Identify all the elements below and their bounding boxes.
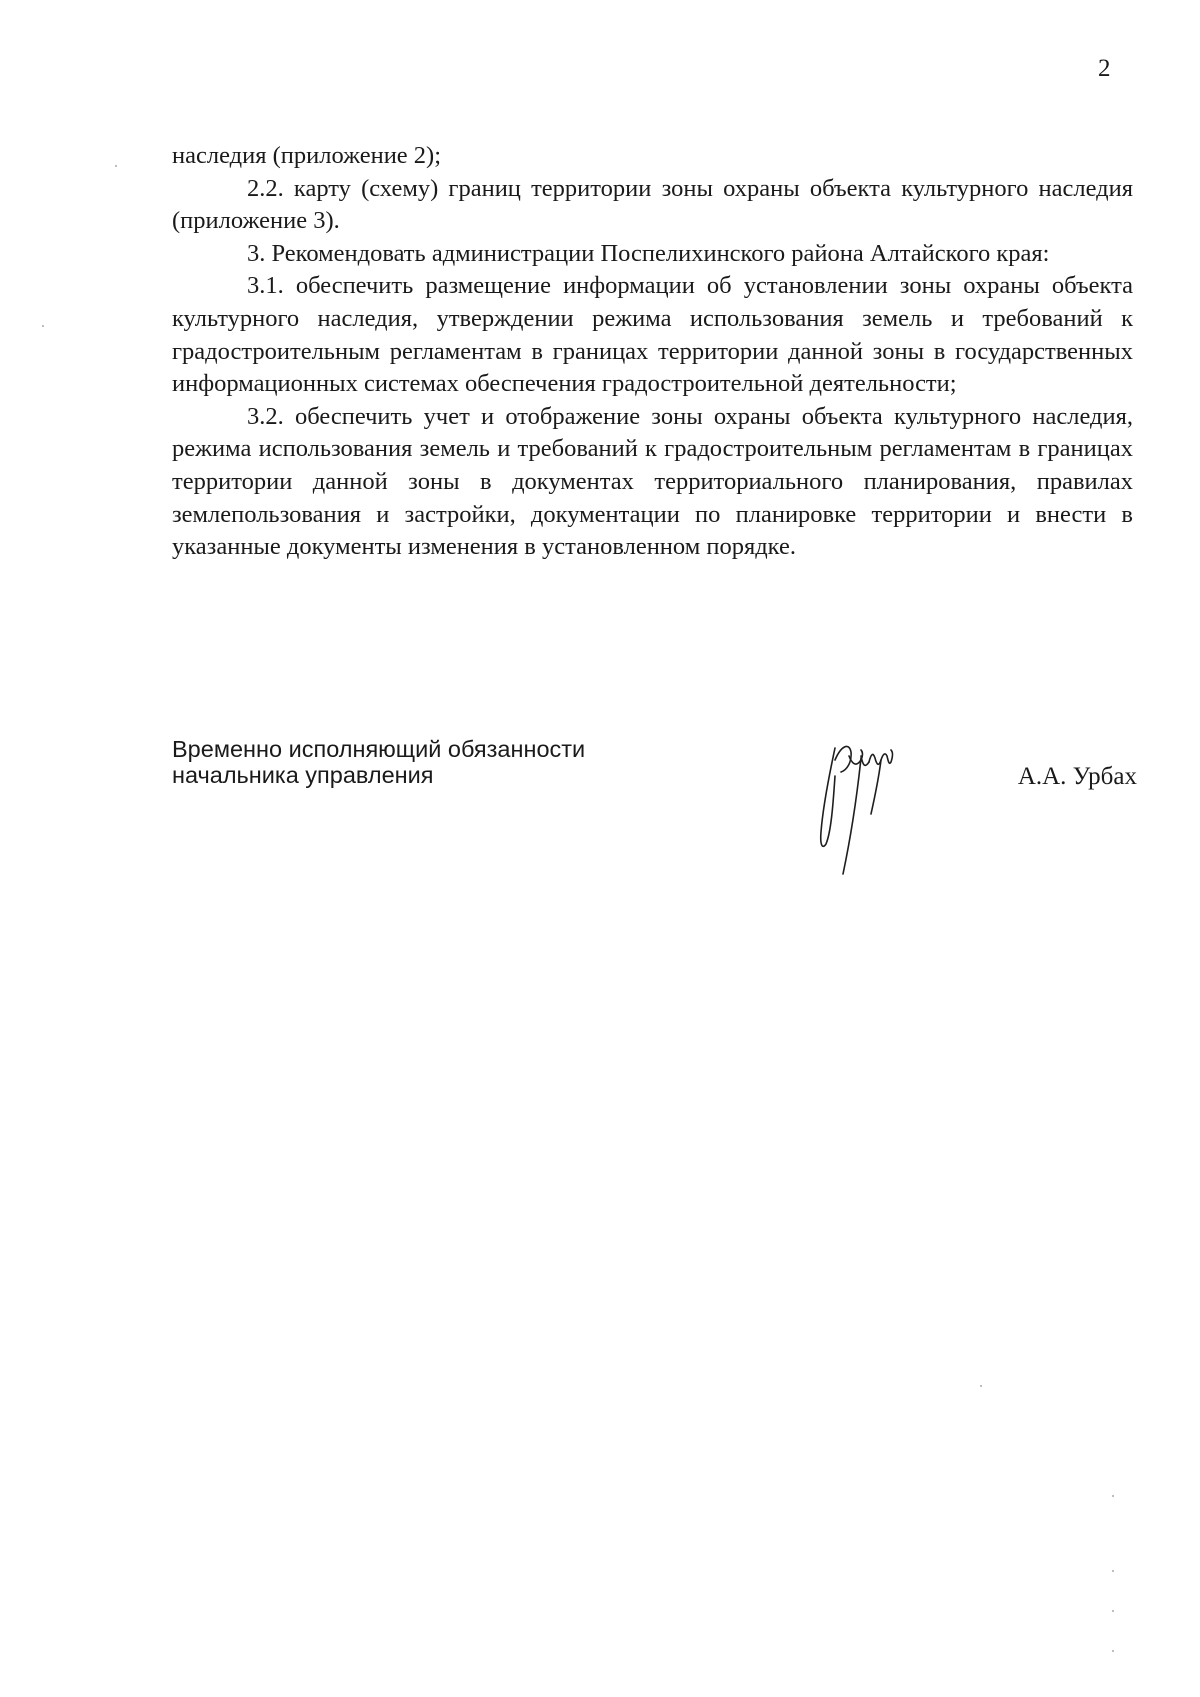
signature-block [172,736,1137,886]
scan-speck [980,1385,982,1387]
scan-speck [1112,1495,1114,1497]
handwritten-signature [805,736,905,878]
paragraph: 2.2. карту (схему) границ территории зоны охраны объекта культурного наследия (приложение 3). [172,174,1133,235]
scan-speck [42,325,44,327]
signer-name: А.А. Урбах [1017,763,1137,790]
scan-speck [1112,1610,1114,1612]
signer-title [172,736,585,788]
signer-title-line: Временно исполняющий обязанности [172,736,586,762]
signer-title-line: начальника управления [172,762,434,788]
scan-speck [1112,1570,1114,1572]
paragraph: 3.1. обеспечить размещение информации об установлении зоны охраны объекта культурного наследия, утверждении режима использования земель и требований к градостроительным регламентам в границах территории данной зоны в государственных информационных системах обеспечения градостроительной деятельности; [172,272,1133,398]
paragraph: наследия (приложение 2); [172,142,442,169]
scan-speck [115,165,117,167]
document-body [172,140,1133,564]
scan-speck [1112,1650,1114,1652]
paragraph: 3.2. обеспечить учет и отображение зоны охраны объекта культурного наследия, режима использования земель и требований к градостроительным регламентам в границах территории данной зоны в документах территориального планирования, правилах землепользования и застройки, документации по планировке территории и внести в указанные документы изменения в установленном порядке. [172,402,1133,561]
page-number: 2 [1098,55,1111,82]
paragraph: 3. Рекомендовать администрации Поспелихинского района Алтайского края: [247,239,1050,267]
